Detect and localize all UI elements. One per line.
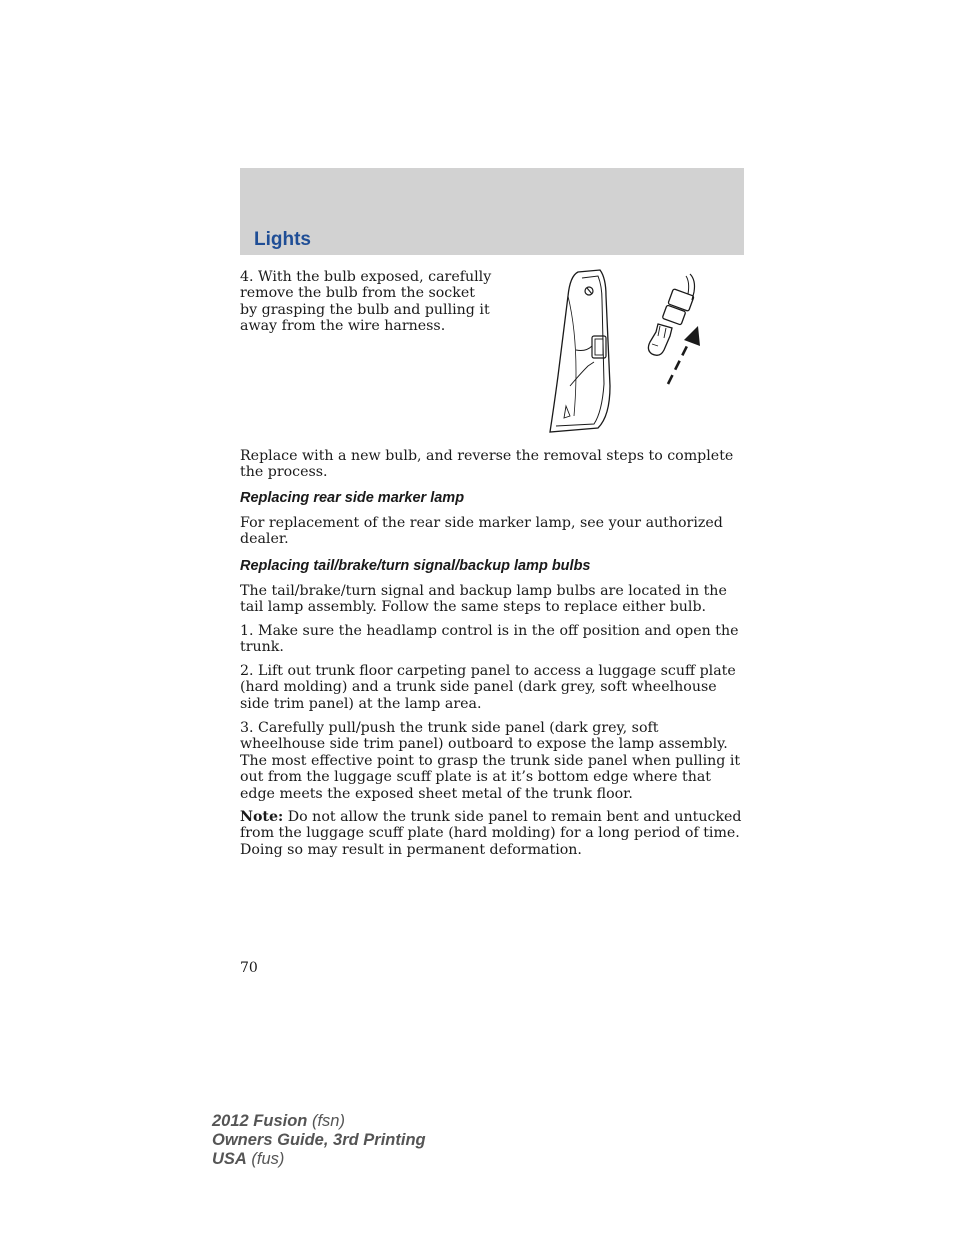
step-2-text: 2. Lift out trunk floor carpeting panel to access a luggage scuff plate (hard molding) and a trunk side panel (dark grey, soft wheelhouse side trim panel) at the lamp area. [240, 663, 736, 712]
harness-connector [668, 289, 694, 312]
bulb [648, 324, 672, 355]
pull-direction-arrow [668, 340, 690, 384]
arrow-head-icon [684, 326, 700, 346]
footer-model-code: (fsn) [307, 1112, 345, 1130]
note-label: Note: [240, 809, 284, 825]
footer-line-3 [212, 1150, 426, 1169]
note-text: Do not allow the trunk side panel to remain bent and untucked from the luggage scuff plate (hard molding) for a long period of time. Doing so may result in permanent deformation. [240, 809, 742, 858]
section-header [240, 168, 744, 255]
replace-text: Replace with a new bulb, and reverse the removal steps to complete the process. [240, 448, 734, 481]
tail-lamp-intro-text: The tail/brake/turn signal and backup lamp bulbs are located in the tail lamp assembly. Follow the same steps to replace either bulb. [240, 583, 727, 616]
step-1-text: 1. Make sure the headlamp control is in the off position and open the trunk. [240, 623, 739, 656]
step-3-text: 3. Carefully pull/push the trunk side panel (dark grey, soft wheelhouse side trim panel) outboard to expose the lamp assembly. The most effective point to grasp the trunk side panel when pulling it out from the luggage scuff plate is at it’s bottom edge where that edge meets the exposed sheet metal of the trunk floor. [240, 720, 741, 802]
step-4-text: 4. With the bulb exposed, carefully remove the bulb from the socket by grasping the bulb and pulling it away from the wire harness. [240, 269, 492, 335]
footer-region-code: (fus) [246, 1150, 285, 1168]
page-number: 70 [240, 960, 258, 976]
lamp-housing-curve [568, 296, 576, 416]
heading-tail-lamp-bulbs: Replacing tail/brake/turn signal/backup lamp bulbs [240, 558, 591, 574]
footer-model: 2012 Fusion [212, 1112, 308, 1130]
footer-guide: Owners Guide, 3rd Printing [212, 1131, 426, 1149]
heading-rear-side-marker: Replacing rear side marker lamp [240, 490, 465, 506]
footer-imprint [212, 1112, 426, 1169]
bulb-removal-illustration [540, 266, 740, 436]
lamp-housing-inner [556, 276, 604, 426]
footer-line-1 [212, 1112, 426, 1131]
rear-side-marker-text: For replacement of the rear side marker lamp, see your authorized dealer. [240, 515, 723, 548]
footer-region: USA [212, 1150, 247, 1168]
footer-line-2 [212, 1131, 426, 1150]
section-title: Lights [254, 229, 311, 250]
note-paragraph [240, 809, 744, 858]
